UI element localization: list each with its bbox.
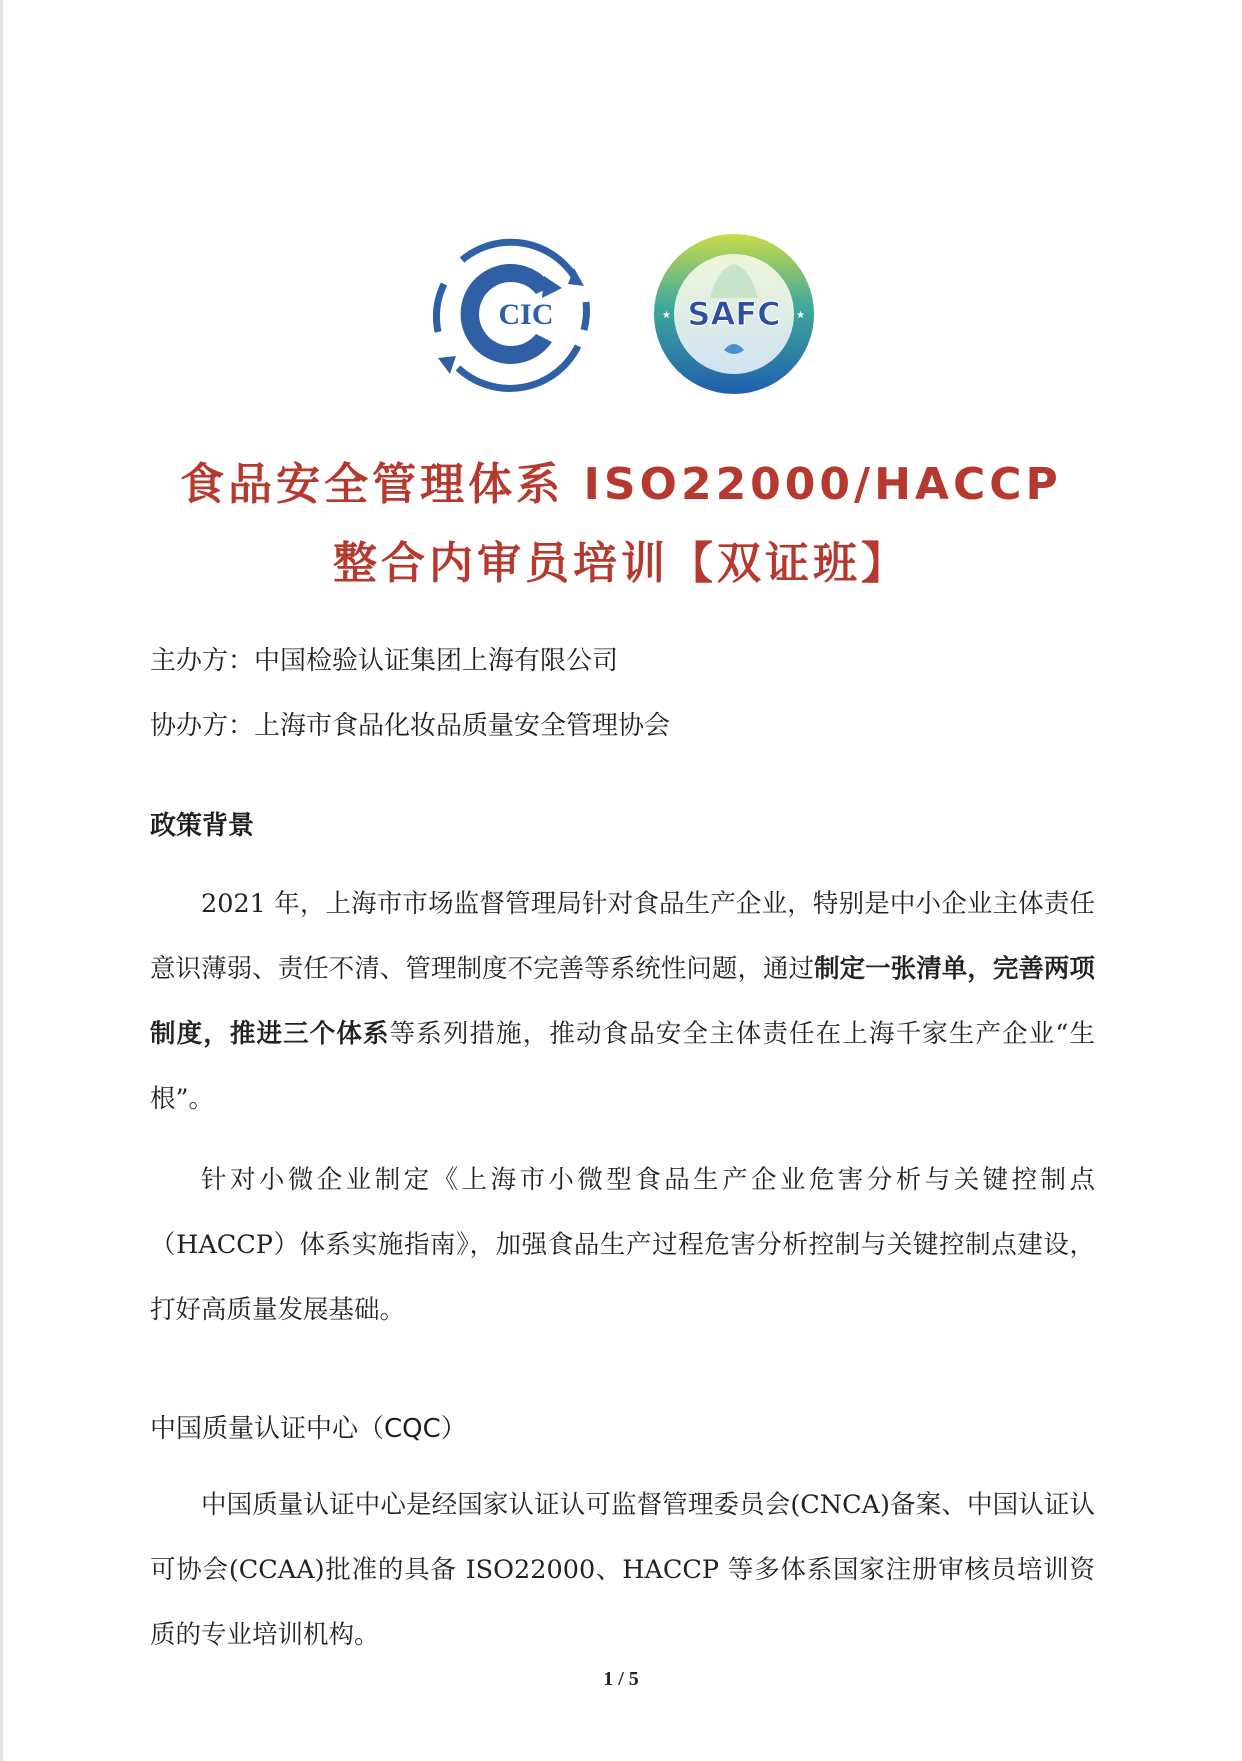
paragraph-bold-text: 制定一张清单，完善两项制度，推进三个体系 xyxy=(150,954,1095,1049)
cic-logo xyxy=(424,228,596,400)
policy-paragraph-2: 针对小微企业制定《上海市小微型食品生产企业危害分析与关键控制点（HACCP）体系实施指南》，加强食品生产过程危害分析控制与关键控制点建设，打好高质量发展基础。 xyxy=(150,1165,1095,1325)
section-heading-policy: 政策背景 xyxy=(150,811,255,841)
star-icon: ★ xyxy=(796,310,805,321)
star-icon: ★ xyxy=(662,310,671,321)
paragraph-text: 2021 年，上海市市场监督管理局针对食品生产企业，特别是中小企业主体责任意识薄弱、责任不清、管理制度不完善等系统性问题，通过 xyxy=(150,889,1095,984)
policy-paragraph-1 xyxy=(150,872,1095,1132)
safc-logo-text: SAFC xyxy=(687,295,781,333)
logo-row xyxy=(0,228,1242,400)
cic-logo-text: CIC xyxy=(498,298,554,331)
host-organizer: 主办方：中国检验认证集团上海有限公司 xyxy=(150,646,619,676)
safc-logo xyxy=(648,228,820,400)
co-host-organizer: 协办方：上海市食品化妆品质量安全管理协会 xyxy=(150,711,671,741)
page-number: 1 / 5 xyxy=(603,1668,639,1690)
cqc-paragraph: 中国质量认证中心是经国家认证认可监督管理委员会(CNCA)备案、中国认证认可协会(CCAA)批准的具备 ISO22000、HACCP 等多体系国家注册审核员培训资质的专业培训机构。 xyxy=(150,1490,1095,1650)
document-title-line-1: 食品安全管理体系 ISO22000/HACCP xyxy=(180,459,1062,510)
section-heading-cqc: 中国质量认证中心（CQC） xyxy=(150,1414,467,1444)
document-title-line-2: 整合内审员培训【双证班】 xyxy=(333,538,909,589)
arrow-icon xyxy=(438,356,456,374)
paragraph-text: 等系列措施，推动食品安全主体责任在上海千家生产企业“生根”。 xyxy=(150,1019,1095,1114)
